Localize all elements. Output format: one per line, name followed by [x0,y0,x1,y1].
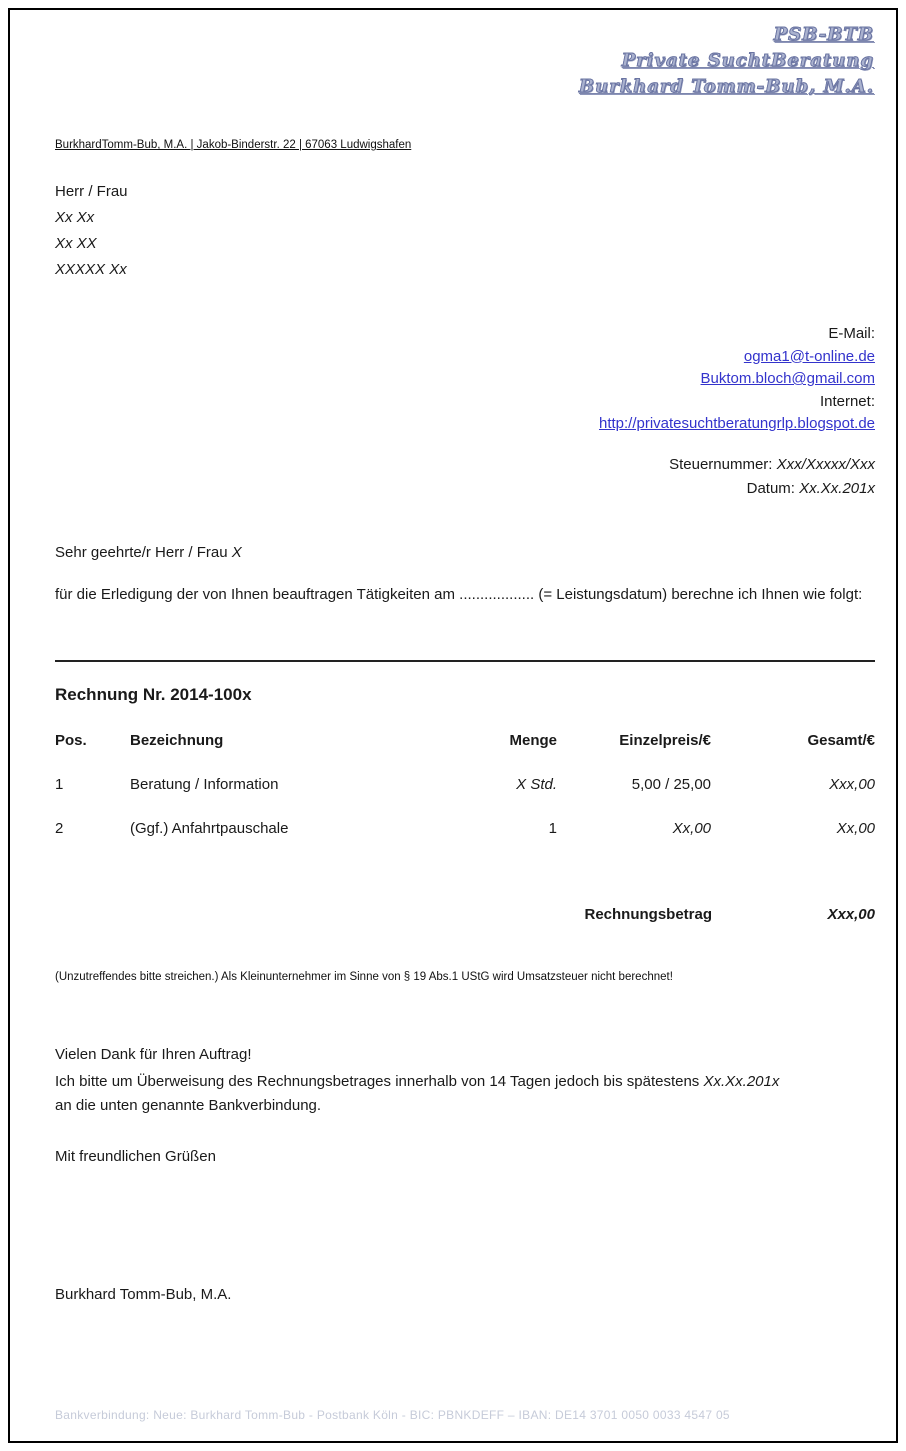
greeting-line [55,544,242,561]
column-header-pos: Pos. [55,732,87,749]
greeting-placeholder: X [231,544,242,561]
invoice-number-title: Rechnung Nr. 2014-100x [55,685,252,704]
table-row-2-menge: 1 [548,820,557,837]
payment-text: Ich bitte um Überweisung des Rechnungsbetrages innerhalb von 14 Tagen jedoch bis spätestens [55,1073,704,1090]
total-value: Xxx,00 [827,906,875,923]
tax-value: Xxx/Xxxxx/Xxx [776,456,875,473]
table-row-2-gesamt: Xx,00 [836,820,875,837]
website-link[interactable]: http://privatesuchtberatungrlp.blogspot.de [598,415,875,432]
column-header-bezeichnung: Bezeichnung [130,732,224,749]
recipient-city: XXXXX Xx [55,261,127,278]
recipient-name: Xx Xx [55,209,95,226]
invoice-total-row [55,906,875,923]
column-header-menge: Menge [509,732,557,749]
internet-label: Internet: [819,392,875,410]
table-row-2-pos: 2 [55,820,64,837]
bank-details-footer: Bankverbindung: Neue: Burkhard Tomm-Bub - Postbank Köln - BIC: PBNKDEFF – IBAN: DE14 3701 0050 0033 4547 05 [55,1408,730,1422]
payment-deadline-date: Xx.Xx.201x [703,1073,780,1090]
email-link-1[interactable]: ogma1@t-online.de [743,347,875,365]
sender-address-line: BurkhardTomm-Bub, M.A. | Jakob-Binderstr. 22 | 67063 Ludwigshafen [55,139,412,151]
email-link-2[interactable]: Buktom.bloch@gmail.com [700,370,875,387]
recipient-address-block [55,179,128,283]
page-border [8,8,898,1443]
table-row-1-desc: Beratung / Information [130,776,279,793]
logo-line-2: Private SuchtBeratung [621,50,874,71]
horizontal-divider [55,660,875,662]
company-logo [579,22,874,100]
tax-label: Steuernummer: [669,456,777,473]
tax-number-line [669,456,875,473]
payment-text-line2: an die unten genannte Bankverbindung. [55,1097,322,1114]
invoice-table [55,732,875,838]
contact-block [599,323,875,436]
payment-instructions [55,1070,890,1118]
table-row-2-einzelpreis: Xx,00 [672,820,711,837]
column-header-einzelpreis: Einzelpreis/€ [619,732,711,749]
table-row-1-einzelpreis: 5,00 / 25,00 [631,776,711,793]
signature-name: Burkhard Tomm-Bub, M.A. [55,1286,232,1303]
recipient-street: Xx XX [55,235,97,252]
column-header-gesamt: Gesamt/€ [807,732,875,749]
tax-exemption-note: (Unzutreffendes bitte streichen.) Als Kleinunternehmer im Sinne von § 19 Abs.1 UStG wird Umsatzsteuer nicht berechnet! [55,971,673,983]
logo-line-3: Burkhard Tomm-Bub, M.A. [578,76,874,97]
recipient-salutation: Herr / Frau [55,183,128,200]
date-value: Xx.Xx.201x [799,480,875,497]
greeting-text: Sehr geehrte/r Herr / Frau [55,544,232,561]
date-line [747,480,875,497]
logo-line-1: PSB-BTB [773,24,874,45]
thank-you-line: Vielen Dank für Ihren Auftrag! [55,1046,252,1063]
date-label: Datum: [746,480,800,497]
intro-paragraph: für die Erledigung der von Ihnen beauftragen Tätigkeiten am .................. (= Leistungsdatum) berechne ich Ihnen wie folgt: [55,586,863,603]
closing-line: Mit freundlichen Grüßen [55,1148,216,1165]
table-row-1-menge: X Std. [516,776,557,793]
total-label: Rechnungsbetrag [584,906,712,923]
table-row-2-desc: (Ggf.) Anfahrtpauschale [130,820,289,837]
email-label: E-Mail: [828,325,875,342]
table-row-1-gesamt: Xxx,00 [829,776,875,793]
table-row-1-pos: 1 [55,776,64,793]
